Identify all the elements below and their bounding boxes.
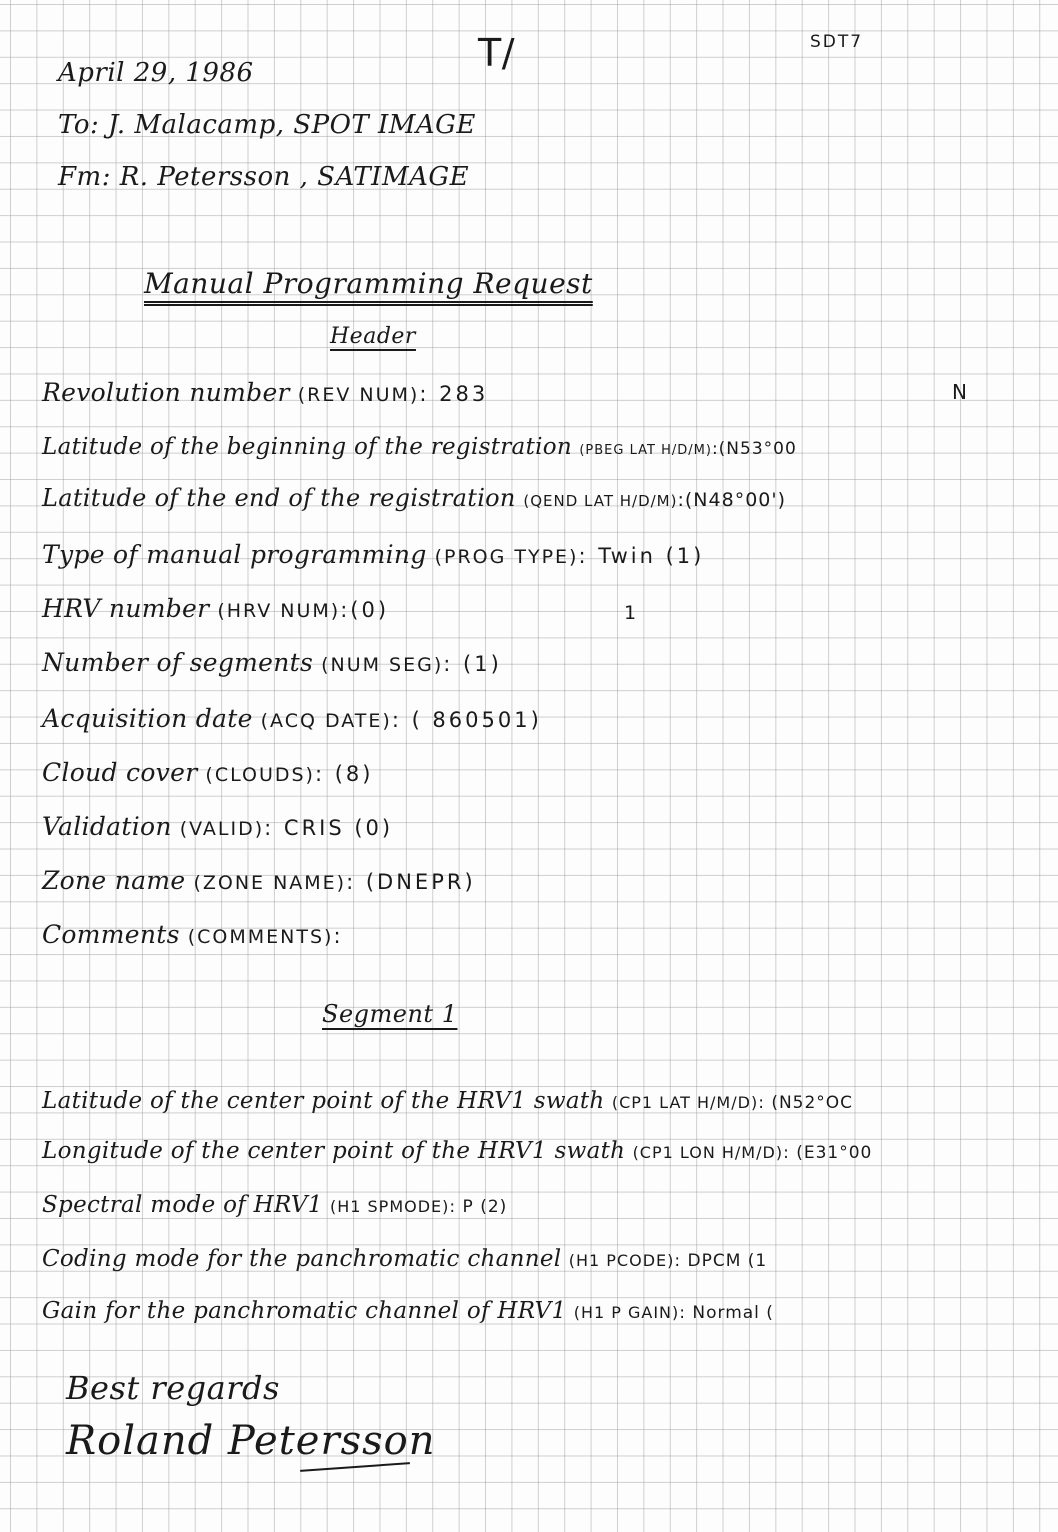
field-value: : bbox=[333, 924, 344, 948]
segment-field-spmode bbox=[42, 1194, 507, 1217]
header-section-heading: Header bbox=[330, 324, 416, 349]
field-code: (CP1 LAT H/M/D) bbox=[611, 1093, 759, 1112]
field-label: Type of manual programming bbox=[42, 540, 427, 569]
field-value: : CRIS (0) bbox=[264, 816, 394, 840]
field-label: Revolution number bbox=[42, 378, 290, 407]
document-title: Manual Programming Request bbox=[144, 267, 593, 300]
field-label: Gain for the panchromatic channel of HRV1 bbox=[42, 1298, 567, 1324]
north-annotation: N bbox=[952, 380, 969, 404]
field-code: (VALID) bbox=[179, 818, 265, 840]
field-code: (COMMENTS) bbox=[187, 926, 334, 948]
segment-field-pcode bbox=[42, 1248, 767, 1271]
segment-section-heading: Segment 1 bbox=[322, 1000, 458, 1028]
field-value: : P (2) bbox=[449, 1197, 508, 1217]
field-label: Coding mode for the panchromatic channel bbox=[42, 1246, 562, 1272]
field-value: : (N52°OC bbox=[758, 1093, 854, 1113]
header-field-pbeg-lat bbox=[42, 436, 797, 459]
field-label: Acquisition date bbox=[42, 704, 253, 733]
header-field-hrv-num bbox=[42, 596, 389, 621]
signature: Roland Petersson bbox=[66, 1418, 436, 1464]
field-code: (REV NUM) bbox=[297, 384, 420, 406]
field-code: (QEND LAT H/D/M) bbox=[523, 492, 678, 510]
field-label: HRV number bbox=[42, 594, 210, 623]
corner-reference: SDT7 bbox=[810, 32, 864, 52]
field-value: : Normal ( bbox=[679, 1303, 774, 1323]
header-field-comments bbox=[42, 922, 344, 947]
field-code: (ZONE NAME) bbox=[193, 872, 347, 894]
field-label: Latitude of the end of the registration bbox=[42, 484, 516, 512]
field-label: Number of segments bbox=[42, 648, 314, 677]
recipient-line: To: J. Malacamp, SPOT IMAGE bbox=[58, 110, 476, 140]
field-code: (H1 SPMODE) bbox=[329, 1197, 450, 1216]
field-value: : Twin (1) bbox=[578, 544, 705, 568]
field-code: (HRV NUM) bbox=[217, 600, 341, 622]
segment-field-p-gain bbox=[42, 1300, 774, 1323]
field-value: : (8) bbox=[314, 762, 374, 786]
closing-salutation: Best regards bbox=[66, 1369, 280, 1407]
field-label: Cloud cover bbox=[42, 758, 198, 787]
field-label: Validation bbox=[42, 812, 172, 841]
sender-line: Fm: R. Petersson , SATIMAGE bbox=[58, 162, 470, 192]
field-value: : (DNEPR) bbox=[346, 870, 476, 894]
field-code: (ACQ DATE) bbox=[260, 710, 392, 732]
header-field-zone-name bbox=[42, 868, 476, 893]
header-field-clouds bbox=[42, 760, 373, 785]
header-field-num-seg bbox=[42, 650, 502, 675]
header-field-prog-type bbox=[42, 542, 704, 567]
header-field-rev-num bbox=[42, 380, 488, 405]
header-field-valid bbox=[42, 814, 393, 839]
field-value: : (1) bbox=[443, 652, 502, 676]
field-code: (CP1 LON H/M/D) bbox=[632, 1143, 784, 1162]
margin-mark: T/ bbox=[478, 31, 516, 75]
segment-field-cp1-lat bbox=[42, 1090, 853, 1113]
segment-count-correction: 1 bbox=[624, 602, 639, 624]
field-code: (H1 PCODE) bbox=[568, 1251, 675, 1270]
field-code: (CLOUDS) bbox=[205, 764, 315, 786]
field-label: Longitude of the center point of the HRV1 swath bbox=[42, 1138, 626, 1164]
header-field-acq-date bbox=[42, 706, 542, 731]
field-value: : 283 bbox=[419, 382, 489, 406]
field-label: Latitude of the beginning of the registration bbox=[42, 434, 573, 460]
field-value: : DPCM (1 bbox=[674, 1251, 768, 1271]
field-code: (PROG TYPE) bbox=[434, 546, 579, 568]
field-code: (NUM SEG) bbox=[321, 654, 444, 676]
field-value: : (E31°00 bbox=[783, 1143, 873, 1163]
field-label: Comments bbox=[42, 920, 180, 949]
field-value: :(0) bbox=[340, 598, 390, 622]
field-label: Spectral mode of HRV1 bbox=[42, 1192, 323, 1218]
field-value: : ( 860501) bbox=[391, 708, 542, 732]
field-code: (PBEG LAT H/D/M) bbox=[579, 443, 712, 458]
header-field-qend-lat bbox=[42, 486, 786, 510]
field-value: :(N48°00') bbox=[677, 489, 787, 511]
field-code: (H1 P GAIN) bbox=[573, 1303, 680, 1322]
field-value: :(N53°00 bbox=[711, 439, 797, 459]
field-label: Latitude of the center point of the HRV1 swath bbox=[42, 1088, 605, 1114]
segment-field-cp1-lon bbox=[42, 1140, 872, 1163]
letter-date: April 29, 1986 bbox=[58, 58, 254, 88]
field-label: Zone name bbox=[42, 866, 186, 895]
